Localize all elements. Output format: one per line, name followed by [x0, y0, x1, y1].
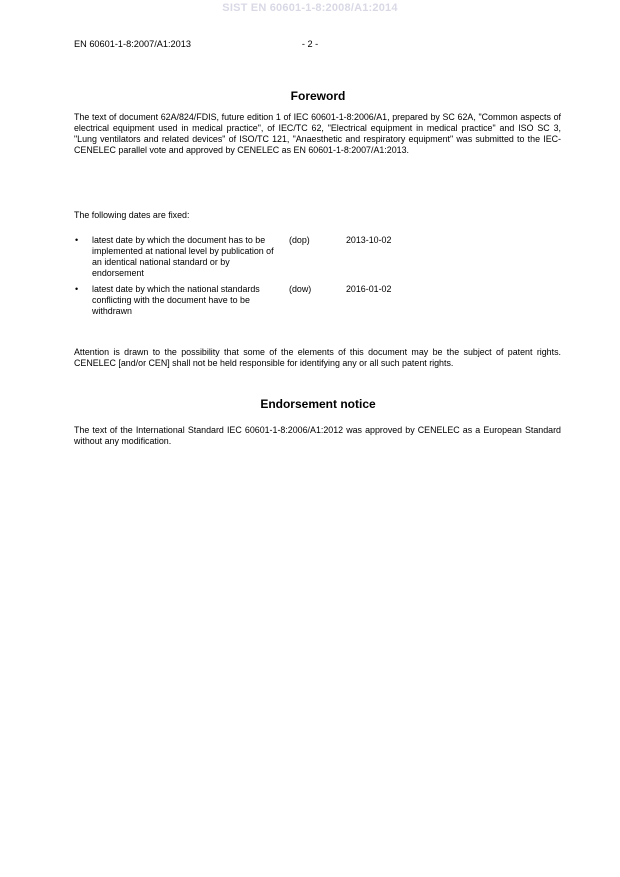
page-number: - 2 -: [301, 39, 319, 49]
foreword-paragraph: The text of document 62A/824/FDIS, future edition 1 of IEC 60601-1-8:2006/A1, prepared by SC 62A, "Common aspects of electrical equipment used in medical practice", of IEC/TC 62, "Electrical equipment in medical practice" and ISO SC 3, "Lung ventilators and related devices" of ISO/TC 121, "Anaesthetic and respiratory equipment" was submitted to the IEC-CENELEC parallel vote and approved by CENELEC as EN 60601-1-8:2007/A1:2013.: [74, 112, 561, 155]
watermark: SIST EN 60601-1-8:2008/A1:2014: [222, 2, 398, 14]
date-item-dow-code: (dow): [289, 284, 312, 294]
date-item-dow-date: 2016-01-02: [346, 284, 392, 294]
endorsement-paragraph: The text of the International Standard IEC 60601-1-8:2006/A1:2012 was approved by CENELEC as a European Standard without any modification.: [74, 425, 561, 446]
endorsement-title: Endorsement notice: [260, 397, 376, 411]
date-item-dop-code: (dop): [289, 235, 310, 245]
date-item-dop-date: 2013-10-02: [346, 235, 392, 245]
attention-paragraph: Attention is drawn to the possibility that some of the elements of this document may be the subject of patent rights. CENELEC [and/or CEN] shall not be held responsible for identifying any or all such patent rights.: [74, 347, 561, 368]
dates-intro: The following dates are fixed:: [74, 210, 190, 220]
document-id: EN 60601-1-8:2007/A1:2013: [74, 39, 191, 49]
date-item-dow-text: latest date by which the national standards conflicting with the document have to be withdrawn: [92, 284, 260, 316]
bullet-dop: •: [75, 235, 79, 245]
date-item-dop-text: latest date by which the document has to be implemented at national level by publication of an identical national standard or by endorsement: [92, 235, 274, 278]
bullet-dow: •: [75, 284, 79, 294]
foreword-title: Foreword: [290, 89, 346, 103]
